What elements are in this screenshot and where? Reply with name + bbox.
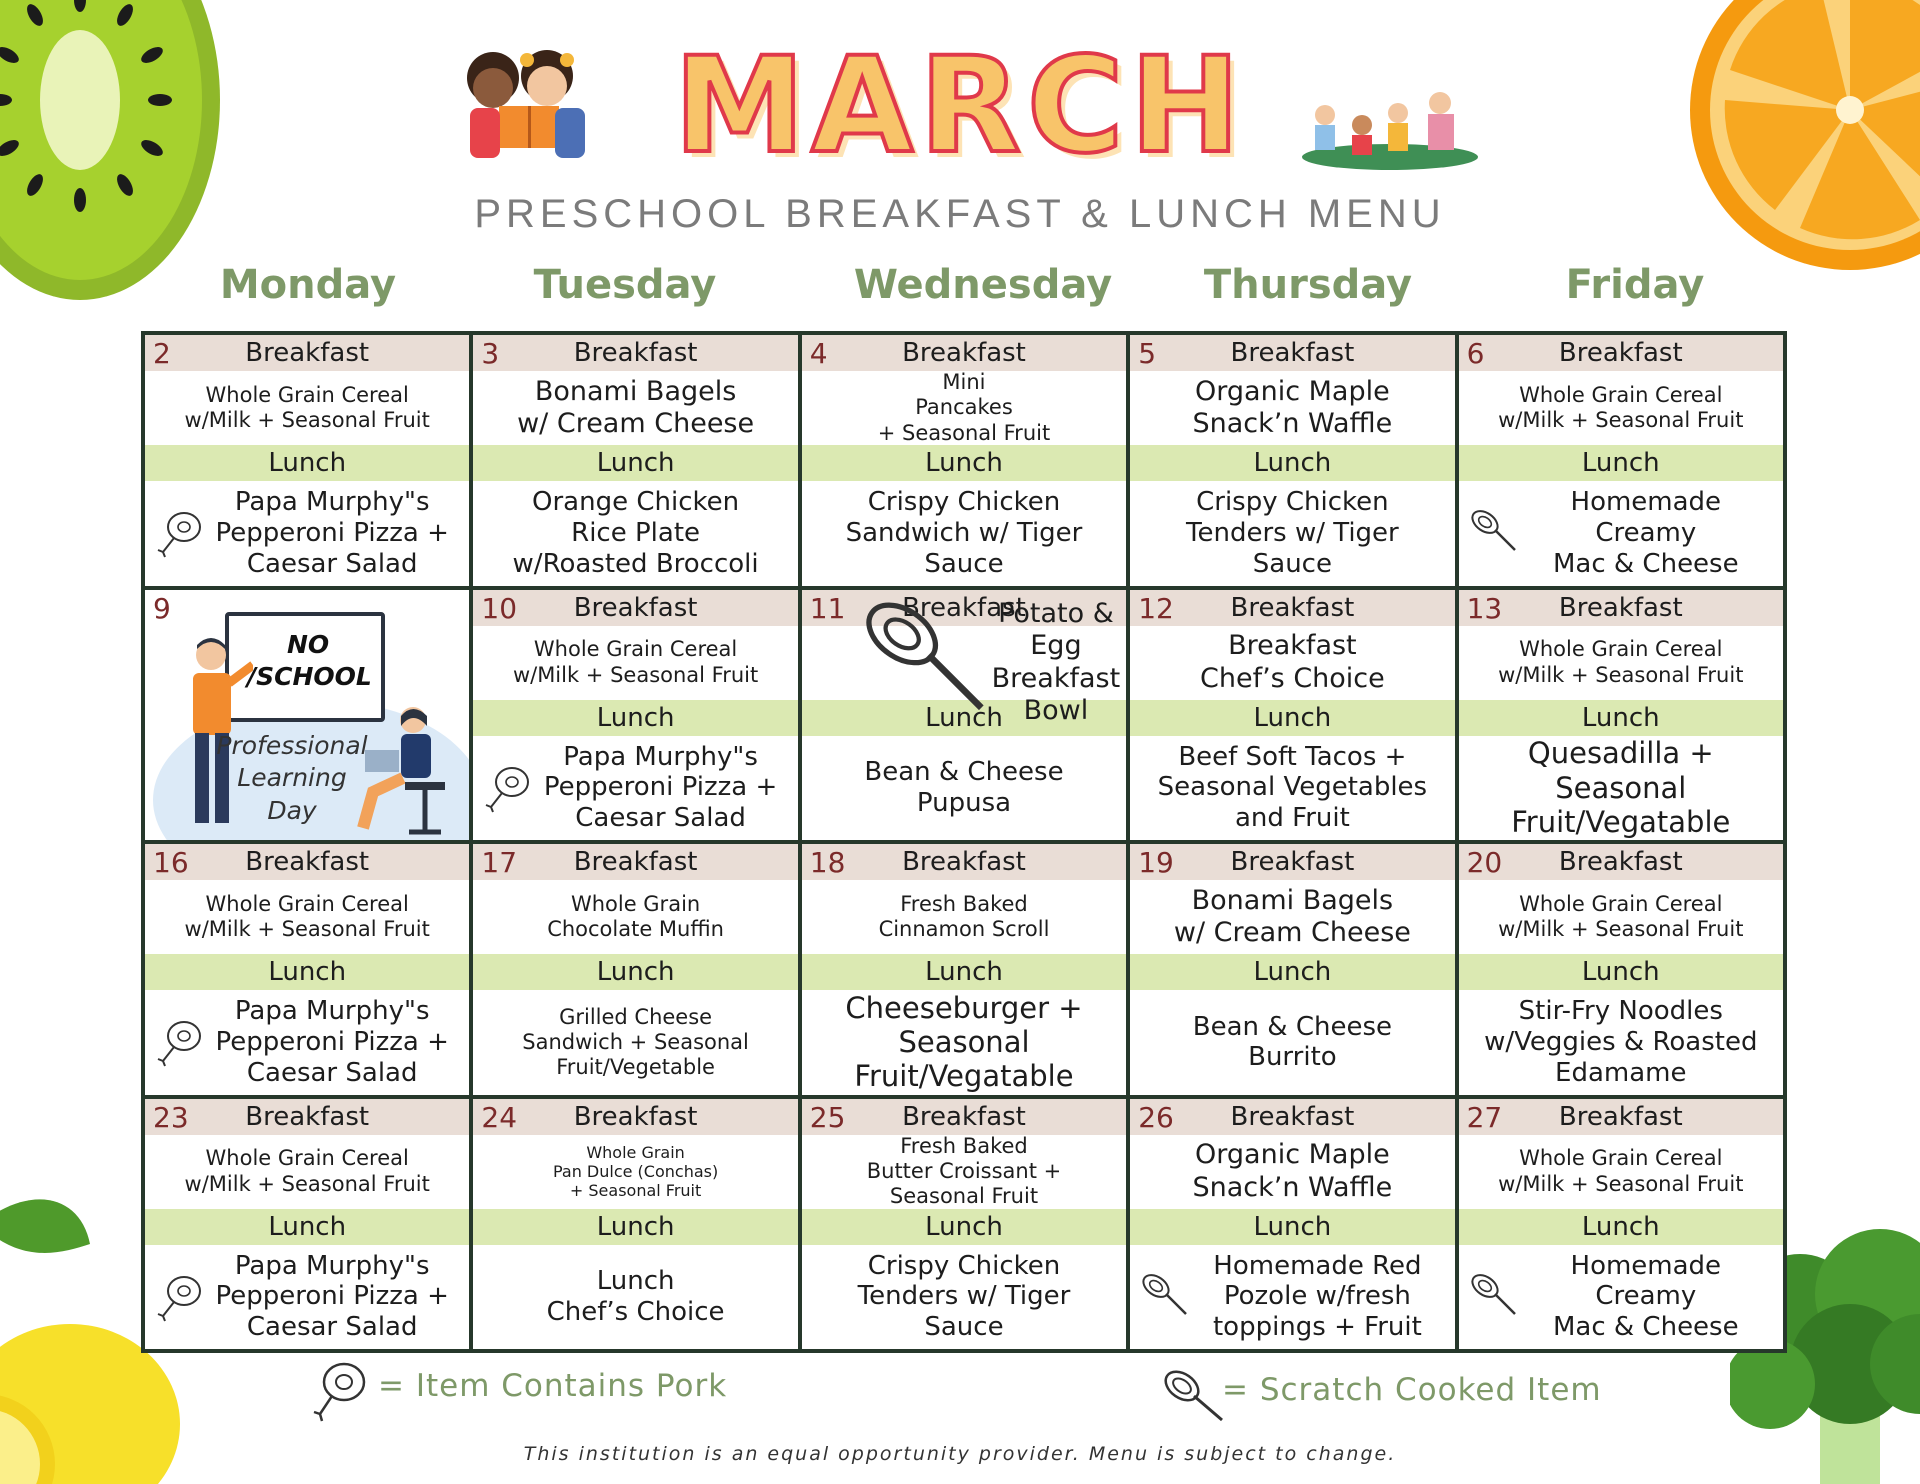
no-school-cell [145,590,469,841]
menu-calendar-grid [141,331,1787,1353]
lunch-text: Homemade Creamy Mac & Cheese [1552,1250,1739,1343]
lunch-label: Lunch [1253,957,1332,987]
lunch-text: Orange Chicken Rice Plate w/Roasted Broccoli [512,487,759,579]
menu-day-cell-tuesday [473,1099,797,1350]
date-number: 16 [153,846,189,879]
menu-day-cell-tuesday [473,590,797,841]
lunch-text: Crispy Chicken Sandwich w/ Tiger Sauce [845,487,1083,579]
menu-day-cell-friday [1459,1099,1783,1350]
breakfast-item [473,1135,797,1209]
breakfast-label: Breakfast [573,592,698,623]
lunch-band [1459,954,1783,990]
date-number: 3 [481,337,500,370]
no-school-line2: /SCHOOL [247,661,372,691]
breakfast-band [1130,1099,1454,1135]
breakfast-label: Breakfast [1558,847,1683,877]
breakfast-item [473,371,797,445]
lunch-band [1459,1209,1783,1245]
day-header-wednesday: Wednesday [853,262,1113,308]
lunch-item [145,481,469,586]
lunch-label: Lunch [596,702,675,733]
breakfast-label: Breakfast [1230,338,1355,368]
date-number: 11 [809,591,846,625]
day-header-monday: Monday [219,262,397,308]
lunch-band [802,445,1126,481]
date-number: 9 [153,591,171,625]
breakfast-label: Breakfast [1230,592,1355,623]
breakfast-label: Breakfast [573,338,698,368]
breakfast-band [802,844,1126,880]
lunch-item [1130,1245,1454,1350]
breakfast-band [145,335,469,371]
breakfast-label: Breakfast [245,1101,370,1132]
breakfast-band [473,590,797,626]
breakfast-text: Whole Grain Cereal w/Milk + Seasonal Fruit [184,891,430,941]
professional-learning-label: Professional Learning Day [216,730,368,825]
date-number: 17 [481,846,518,879]
date-number: 10 [481,591,518,625]
lunch-band [1459,700,1783,736]
lunch-label: Lunch [925,702,1003,733]
breakfast-item [1459,371,1783,445]
title-wrap [0,29,1920,183]
breakfast-label: Breakfast [573,847,698,877]
breakfast-band [473,335,797,371]
breakfast-label: Breakfast [245,338,370,368]
breakfast-text: Fresh Baked Cinnamon Scroll [878,891,1050,941]
lunch-band [473,1209,797,1245]
breakfast-text: Whole Grain Pan Dulce (Conchas) + Seasonal Fruit [552,1142,719,1201]
menu-day-cell-tuesday [473,335,797,586]
lunch-text: Bean & Cheese Pupusa [864,757,1064,818]
breakfast-band [1459,335,1783,371]
lunch-item [473,736,797,841]
breakfast-text: Whole Grain Cereal w/Milk + Seasonal Fruit [184,382,430,432]
date-number: 5 [1138,337,1157,370]
date-number: 19 [1138,846,1174,879]
lunch-band [802,1209,1126,1245]
lunch-item [1130,481,1454,586]
footer-disclaimer: This institution is an equal opportunity provider. Menu is subject to change. [523,1443,1397,1465]
lunch-label: Lunch [1581,702,1660,733]
lunch-item [802,736,1126,841]
breakfast-text: Whole Grain Cereal w/Milk + Seasonal Fruit [184,1146,430,1196]
lunch-band [802,954,1126,990]
lunch-band [145,954,469,990]
breakfast-label: Breakfast [902,338,1026,368]
breakfast-label: Breakfast [1230,1101,1355,1132]
breakfast-item [802,880,1126,954]
whisk-icon [1469,508,1519,558]
menu-day-cell-thursday [1130,590,1454,841]
no-school-line1: NO [287,629,330,659]
lunch-item [802,1245,1126,1350]
lunch-text: Papa Murphy"s Pepperoni Pizza + Caesar Salad [215,996,449,1088]
lunch-band [1459,445,1783,481]
legend-pork-label: = Item Contains Pork [378,1368,728,1404]
breakfast-band [802,1099,1126,1135]
breakfast-text: Bonami Bagels w/ Cream Cheese [1173,884,1411,948]
pork-icon [155,1017,205,1067]
lunch-label: Lunch [268,957,347,987]
lunch-text: Crispy Chicken Tenders w/ Tiger Sauce [1186,487,1399,579]
breakfast-label: Breakfast [902,1101,1026,1132]
lunch-item [1459,736,1783,841]
lunch-label: Lunch [1581,448,1660,478]
day-header-friday: Friday [1565,262,1705,308]
pork-icon [155,508,205,558]
breakfast-band [802,335,1126,371]
breakfast-label: Breakfast [1558,592,1683,623]
menu-day-cell-wednesday [802,335,1126,586]
whisk-icon [1160,1368,1228,1424]
lunch-label: Lunch [1581,1211,1660,1242]
breakfast-text: Mini Pancakes + Seasonal Fruit [877,370,1051,445]
lunch-item [473,481,797,586]
breakfast-text: Organic Maple Snack’n Waffle [1192,1139,1393,1203]
date-number: 4 [809,337,828,370]
date-number: 26 [1138,1100,1174,1134]
breakfast-text: Breakfast Chef’s Choice [1200,630,1385,694]
lunch-text: Quesadilla + Seasonal Fruit/Vegatable [1511,736,1731,839]
pork-icon [483,763,533,813]
lunch-item [802,990,1126,1095]
lunch-item [473,990,797,1095]
breakfast-band [145,844,469,880]
breakfast-band [1459,590,1783,626]
date-number: 27 [1466,1100,1503,1134]
lunch-item [1130,990,1454,1095]
lunch-item [802,481,1126,586]
whisk-icon [1140,1272,1190,1322]
lunch-item [1130,736,1454,841]
breakfast-item [1130,1135,1454,1209]
breakfast-text: Whole Grain Cereal w/Milk + Seasonal Fruit [1498,637,1744,687]
menu-day-cell-thursday [1130,844,1454,1095]
lunch-text: Homemade Creamy Mac & Cheese [1552,487,1739,579]
day-header-tuesday: Tuesday [533,262,717,308]
date-number: 23 [153,1100,189,1134]
lunch-text: Crispy Chicken Tenders w/ Tiger Sauce [857,1250,1071,1343]
lunch-label: Lunch [925,1211,1003,1242]
breakfast-band [1459,844,1783,880]
lunch-label: Lunch [1253,448,1332,478]
menu-day-cell-tuesday [473,844,797,1095]
menu-day-cell-friday [1459,590,1783,841]
breakfast-label: Breakfast [1558,1101,1683,1132]
lunch-text: Bean & Cheese Burrito [1192,1011,1392,1073]
breakfast-text: Fresh Baked Butter Croissant + Seasonal Fruit [866,1133,1062,1209]
breakfast-item [802,1135,1126,1209]
breakfast-item [1459,880,1783,954]
breakfast-item [1130,626,1454,700]
date-number: 6 [1466,337,1485,370]
lunch-text: Beef Soft Tacos + Seasonal Vegetables and Fruit [1157,741,1428,834]
menu-day-cell-friday [1459,844,1783,1095]
lunch-label: Lunch [925,957,1003,987]
lunch-label: Lunch [925,448,1003,478]
date-number: 2 [153,337,171,370]
breakfast-band [1130,590,1454,626]
breakfast-text: Whole Grain Cereal w/Milk + Seasonal Fruit [1498,891,1744,941]
lunch-text: Homemade Red Pozole w/fresh toppings + Fruit [1212,1250,1422,1343]
lunch-band [1130,954,1454,990]
lunch-item [1459,990,1783,1095]
breakfast-item [145,880,469,954]
breakfast-label: Breakfast [902,592,1026,623]
breakfast-band [145,1099,469,1135]
pork-icon [312,1358,368,1424]
date-number: 25 [809,1100,846,1134]
lunch-item [473,1245,797,1350]
breakfast-band [1130,335,1454,371]
date-number: 12 [1138,591,1174,625]
menu-day-cell-thursday [1130,335,1454,586]
breakfast-item [473,880,797,954]
lunch-label: Lunch [268,1211,347,1242]
lunch-label: Lunch [596,448,675,478]
date-number: 20 [1466,846,1503,879]
lunch-item [1459,1245,1783,1350]
lunch-band [145,445,469,481]
date-number: 13 [1466,591,1503,625]
lunch-band [473,700,797,736]
lunch-label: Lunch [1253,702,1332,733]
lunch-label: Lunch [596,1211,675,1242]
lunch-item [145,990,469,1095]
menu-day-cell-friday [1459,335,1783,586]
breakfast-item [145,1135,469,1209]
lunch-item [1459,481,1783,586]
lunch-band [1130,445,1454,481]
lunch-band [1130,1209,1454,1245]
menu-day-cell-wednesday [802,844,1126,1095]
lunch-text: Papa Murphy"s Pepperoni Pizza + Caesar Salad [215,487,449,579]
lunch-text: Papa Murphy"s Pepperoni Pizza + Caesar Salad [543,741,778,834]
breakfast-item [802,371,1126,445]
breakfast-text: Potato & Egg Breakfast Bowl [991,597,1121,726]
lunch-item [145,1245,469,1350]
breakfast-label: Breakfast [1230,847,1355,877]
breakfast-item [145,371,469,445]
breakfast-band [1130,844,1454,880]
breakfast-band [473,1099,797,1135]
page-subtitle: PRESCHOOL BREAKFAST & LUNCH MENU [474,192,1446,236]
date-number: 18 [809,846,846,879]
lunch-text: Papa Murphy"s Pepperoni Pizza + Caesar Salad [215,1250,449,1343]
lunch-band [145,1209,469,1245]
breakfast-label: Breakfast [245,847,370,877]
breakfast-label: Breakfast [1558,338,1683,368]
lunch-band [1130,700,1454,736]
lunch-band [473,445,797,481]
menu-day-cell-wednesday [802,1099,1126,1350]
lunch-label: Lunch [1581,957,1660,987]
breakfast-text: Whole Grain Cereal w/Milk + Seasonal Fruit [512,637,759,687]
breakfast-item [1459,1135,1783,1209]
breakfast-text: Whole Grain Cereal w/Milk + Seasonal Fruit [1498,1146,1744,1196]
breakfast-text: Whole Grain Cereal w/Milk + Seasonal Fruit [1498,382,1744,432]
page-title: MARCH [673,29,1247,183]
day-header-thursday: Thursday [1203,262,1413,308]
lunch-label: Lunch [268,448,347,478]
lunch-label: Lunch [596,957,675,987]
breakfast-label: Breakfast [573,1101,698,1132]
menu-day-cell-wednesday [802,590,1126,841]
breakfast-label: Breakfast [902,847,1026,877]
breakfast-item [473,626,797,700]
lunch-label: Lunch [1253,1211,1332,1242]
lunch-text: Stir-Fry Noodles w/Veggies & Roasted Edamame [1484,996,1758,1088]
menu-day-cell-thursday [1130,1099,1454,1350]
lunch-text: Cheeseburger + Seasonal Fruit/Vegatable [845,990,1083,1094]
legend-scratch-label: = Scratch Cooked Item [1222,1372,1602,1408]
breakfast-text: Whole Grain Chocolate Muffin [547,891,724,941]
pork-icon [155,1272,205,1322]
breakfast-band [473,844,797,880]
breakfast-text: Organic Maple Snack’n Waffle [1192,375,1393,439]
breakfast-item [1130,371,1454,445]
lunch-band [473,954,797,990]
menu-day-cell-monday [145,844,469,1095]
lunch-text: Lunch Chef’s Choice [546,1266,725,1327]
breakfast-text: Bonami Bagels w/ Cream Cheese [517,375,755,439]
date-number: 24 [481,1100,518,1134]
menu-day-cell-monday [145,335,469,586]
breakfast-item [1130,880,1454,954]
whisk-icon [1469,1272,1519,1322]
breakfast-band [1459,1099,1783,1135]
menu-day-cell-monday [145,1099,469,1350]
lunch-text: Grilled Cheese Sandwich + Seasonal Fruit/Vegetable [522,1005,749,1079]
breakfast-item [1459,626,1783,700]
whisk-icon [860,597,992,729]
